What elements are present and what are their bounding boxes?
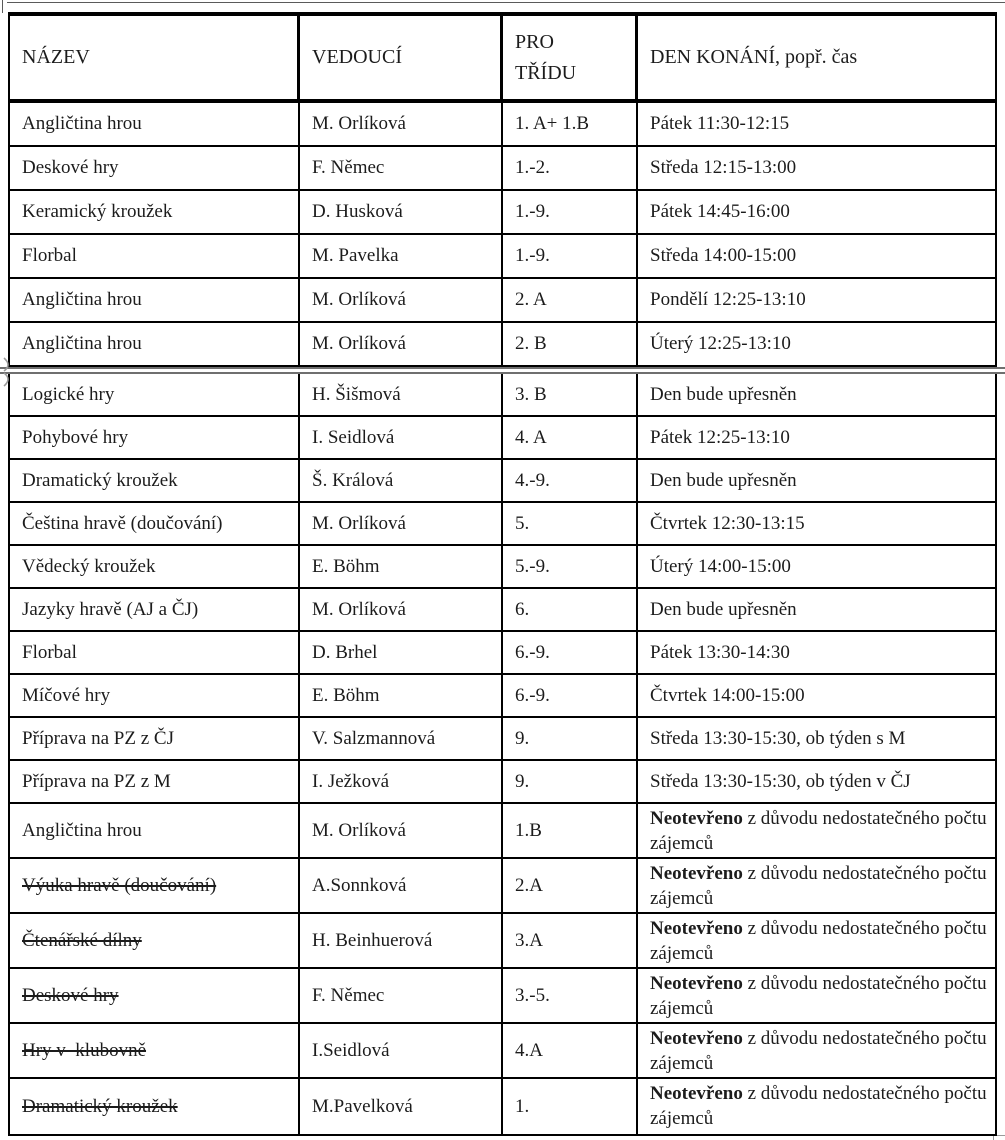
- class-value: 4.-9.: [515, 469, 550, 491]
- leader-cell: [300, 503, 503, 544]
- table-row: [10, 718, 995, 761]
- class-cell: [503, 503, 638, 544]
- club-name: Čtenářské dílny: [22, 929, 142, 951]
- class-value: 3.A: [515, 929, 543, 951]
- day-value: Den bude upřesněn: [650, 383, 797, 405]
- leader-cell: [300, 147, 503, 189]
- closed-label: Neotevřeno: [650, 1028, 743, 1049]
- text-boundary-left-tick: [2, 0, 3, 13]
- leader-cell: [300, 103, 503, 145]
- table-row: [10, 969, 995, 1024]
- club-name-cell: [10, 632, 300, 673]
- club-name: Florbal: [22, 641, 77, 663]
- table-row: [10, 503, 995, 546]
- closed-reason: z důvodu nedostatečného počtu zájemců: [650, 863, 987, 909]
- day-value: Středa 13:30-15:30, ob týden s M: [650, 727, 906, 749]
- leader-name: M. Orlíková: [312, 289, 406, 310]
- class-cell: [503, 191, 638, 233]
- club-name-cell: [10, 191, 300, 233]
- day-value: Středa 14:00-15:00: [650, 245, 797, 266]
- class-value: 9.: [515, 770, 530, 792]
- header-label-pro-tridu: PRO TŘÍDU: [515, 30, 577, 84]
- table-row: [10, 632, 995, 675]
- table-body: [10, 103, 995, 1134]
- leader-cell: [300, 323, 503, 365]
- day-value: Středa 13:30-15:30, ob týden v ČJ: [650, 770, 911, 792]
- class-cell: [503, 417, 638, 458]
- header-cell-nazev: [10, 16, 300, 99]
- club-name-cell: [10, 503, 300, 544]
- day-cell: [638, 323, 995, 365]
- leader-cell: [300, 460, 503, 501]
- leader-name: H. Beinhuerová: [312, 929, 433, 951]
- day-value: Středa 12:15-13:00: [650, 157, 797, 178]
- day-cell: [638, 804, 995, 857]
- leader-cell: [300, 761, 503, 802]
- class-value: 2. A: [515, 289, 547, 310]
- closed-label: Neotevřeno: [650, 918, 743, 939]
- closed-reason: z důvodu nedostatečného počtu zájemců: [650, 918, 987, 964]
- leader-cell: [300, 914, 503, 967]
- club-name-cell: [10, 589, 300, 630]
- club-name: Florbal: [22, 245, 77, 266]
- leader-name: H. Šišmová: [312, 383, 401, 405]
- day-cell: [638, 1024, 995, 1077]
- leader-name: F. Němec: [312, 157, 385, 178]
- club-name: Angličtina hrou: [22, 289, 142, 310]
- closed-label: Neotevřeno: [650, 863, 743, 884]
- leader-name: M. Orlíková: [312, 598, 406, 620]
- leader-name: M. Orlíková: [312, 333, 406, 354]
- class-value: 6.-9.: [515, 641, 550, 663]
- club-name: Keramický kroužek: [22, 201, 173, 222]
- class-cell: [503, 1024, 638, 1077]
- leader-cell: [300, 235, 503, 277]
- club-name: Příprava na PZ z ČJ: [22, 727, 174, 749]
- day-value: Čtvrtek 14:00-15:00: [650, 684, 805, 706]
- leader-cell: [300, 417, 503, 458]
- leader-name: M. Orlíková: [312, 512, 406, 534]
- club-name: Vědecký kroužek: [22, 555, 156, 577]
- closed-note: [650, 1026, 989, 1076]
- leader-cell: [300, 1024, 503, 1077]
- leader-cell: [300, 374, 503, 415]
- leader-name: F. Němec: [312, 984, 385, 1006]
- leader-cell: [300, 718, 503, 759]
- class-cell: [503, 546, 638, 587]
- closed-label: Neotevřeno: [650, 808, 743, 829]
- day-cell: [638, 103, 995, 145]
- class-cell: [503, 147, 638, 189]
- class-cell: [503, 460, 638, 501]
- day-cell: [638, 147, 995, 189]
- day-value: Pátek 13:30-14:30: [650, 641, 790, 663]
- leader-name: I. Seidlová: [312, 426, 395, 448]
- day-cell: [638, 914, 995, 967]
- class-cell: [503, 675, 638, 716]
- closed-note: [650, 806, 989, 856]
- class-cell: [503, 632, 638, 673]
- class-cell: [503, 103, 638, 145]
- class-value: 4.A: [515, 1039, 543, 1061]
- class-value: 1.B: [515, 819, 542, 841]
- leader-name: M.Pavelková: [312, 1095, 413, 1117]
- club-name-cell: [10, 235, 300, 277]
- day-cell: [638, 589, 995, 630]
- day-cell: [638, 235, 995, 277]
- table-row: [10, 460, 995, 503]
- class-value: 1.-9.: [515, 245, 550, 266]
- club-name: Logické hry: [22, 383, 115, 405]
- table-row: [10, 589, 995, 632]
- club-name-cell: [10, 718, 300, 759]
- table-row: [10, 279, 995, 323]
- day-value: Den bude upřesněn: [650, 469, 797, 491]
- class-value: 2.A: [515, 874, 543, 896]
- leader-cell: [300, 632, 503, 673]
- closed-label: Neotevřeno: [650, 1083, 743, 1104]
- table-row: [10, 546, 995, 589]
- table-row: [10, 374, 995, 417]
- day-cell: [638, 675, 995, 716]
- day-value: Úterý 14:00-15:00: [650, 555, 791, 577]
- closed-label: Neotevřeno: [650, 973, 743, 994]
- class-cell: [503, 859, 638, 912]
- table-row: [10, 1079, 995, 1134]
- header-cell-den-konani: [638, 16, 995, 99]
- closed-reason: z důvodu nedostatečného počtu zájemců: [650, 1028, 987, 1074]
- class-value: 2. B: [515, 333, 547, 354]
- day-value: Pátek 12:25-13:10: [650, 426, 790, 448]
- club-name-cell: [10, 279, 300, 321]
- club-name-cell: [10, 546, 300, 587]
- leader-name: D. Husková: [312, 201, 403, 222]
- closed-reason: z důvodu nedostatečného počtu zájemců: [650, 808, 987, 854]
- club-name-cell: [10, 147, 300, 189]
- day-cell: [638, 191, 995, 233]
- table-row: [10, 103, 995, 147]
- club-name: Angličtina hrou: [22, 333, 142, 354]
- day-value: Pondělí 12:25-13:10: [650, 289, 806, 310]
- table-row: [10, 1024, 995, 1079]
- day-cell: [638, 460, 995, 501]
- leader-name: D. Brhel: [312, 641, 378, 663]
- club-name-cell: [10, 761, 300, 802]
- class-value: 1.-9.: [515, 201, 550, 222]
- day-cell: [638, 859, 995, 912]
- club-name: Hry v klubovně: [22, 1039, 147, 1061]
- club-name: Angličtina hrou: [22, 113, 142, 134]
- closed-note: [650, 916, 989, 966]
- class-cell: [503, 718, 638, 759]
- day-cell: [638, 969, 995, 1022]
- club-name-cell: [10, 460, 300, 501]
- class-cell: [503, 374, 638, 415]
- club-name: Dramatický kroužek: [22, 469, 178, 491]
- class-cell: [503, 969, 638, 1022]
- leader-cell: [300, 675, 503, 716]
- day-value: Pátek 14:45-16:00: [650, 201, 790, 222]
- club-name-cell: [10, 374, 300, 415]
- header-label-vedouci: VEDOUCÍ: [312, 46, 402, 68]
- club-name-cell: [10, 323, 300, 365]
- club-name-cell: [10, 417, 300, 458]
- page-split-marker-icon: [1, 357, 13, 387]
- table-row: [10, 147, 995, 191]
- club-name-cell: [10, 804, 300, 857]
- leader-cell: [300, 191, 503, 233]
- leader-name: M. Orlíková: [312, 819, 406, 841]
- leader-name: I. Ježková: [312, 770, 390, 792]
- club-name-cell: [10, 859, 300, 912]
- class-value: 3.-5.: [515, 984, 550, 1006]
- header-label-nazev: NÁZEV: [22, 46, 90, 68]
- class-cell: [503, 914, 638, 967]
- class-cell: [503, 279, 638, 321]
- leader-name: M. Orlíková: [312, 113, 406, 134]
- day-cell: [638, 761, 995, 802]
- table-row: [10, 235, 995, 279]
- closed-reason: z důvodu nedostatečného počtu zájemců: [650, 973, 987, 1019]
- leader-name: E. Böhm: [312, 555, 380, 577]
- club-name: Deskové hry: [22, 984, 119, 1006]
- class-value: 1.: [515, 1095, 530, 1117]
- class-cell: [503, 323, 638, 365]
- club-name-cell: [10, 969, 300, 1022]
- header-label-den-konani: DEN KONÁNÍ, popř. čas: [650, 46, 858, 68]
- class-value: 4. A: [515, 426, 547, 448]
- day-value: Pátek 11:30-12:15: [650, 113, 790, 134]
- class-value: 6.-9.: [515, 684, 550, 706]
- class-value: 3. B: [515, 383, 547, 405]
- leader-cell: [300, 1079, 503, 1134]
- clubs-table: [8, 12, 997, 1136]
- club-name: Míčové hry: [22, 684, 111, 706]
- leader-name: Š. Králová: [312, 469, 394, 491]
- day-cell: [638, 503, 995, 544]
- header-cell-pro-tridu: [503, 16, 638, 99]
- leader-name: A.Sonnková: [312, 874, 407, 896]
- leader-cell: [300, 969, 503, 1022]
- day-cell: [638, 374, 995, 415]
- text-boundary-top-line: [7, 2, 1005, 3]
- class-value: 5.-9.: [515, 555, 550, 577]
- class-cell: [503, 235, 638, 277]
- class-cell: [503, 761, 638, 802]
- club-name-cell: [10, 103, 300, 145]
- closed-note: [650, 861, 989, 911]
- day-cell: [638, 546, 995, 587]
- day-value: Den bude upřesněn: [650, 598, 797, 620]
- leader-cell: [300, 546, 503, 587]
- table-header-row: [10, 12, 995, 103]
- table-row: [10, 914, 995, 969]
- club-name: Jazyky hravě (AJ a ČJ): [22, 598, 199, 620]
- day-cell: [638, 417, 995, 458]
- class-cell: [503, 804, 638, 857]
- club-name: Angličtina hrou: [22, 819, 142, 841]
- closed-note: [650, 971, 989, 1021]
- day-value: Úterý 12:25-13:10: [650, 333, 791, 354]
- club-name-cell: [10, 1024, 300, 1077]
- class-value: 6.: [515, 598, 530, 620]
- club-name-cell: [10, 1079, 300, 1134]
- class-value: 1. A+ 1.B: [515, 113, 590, 134]
- leader-name: I.Seidlová: [312, 1039, 390, 1061]
- club-name: Příprava na PZ z M: [22, 770, 171, 792]
- day-value: Čtvrtek 12:30-13:15: [650, 512, 805, 534]
- leader-name: M. Pavelka: [312, 245, 399, 266]
- leader-cell: [300, 279, 503, 321]
- class-value: 1.-2.: [515, 157, 550, 178]
- club-name: Pohybové hry: [22, 426, 129, 448]
- table-row: [10, 191, 995, 235]
- club-name-cell: [10, 914, 300, 967]
- table-row: [10, 323, 995, 367]
- club-name: Čeština hravě (doučování): [22, 512, 223, 534]
- club-name: Dramatický kroužek: [22, 1095, 178, 1117]
- closed-reason: z důvodu nedostatečného počtu zájemců: [650, 1083, 987, 1129]
- class-value: 5.: [515, 512, 530, 534]
- day-cell: [638, 718, 995, 759]
- club-name-cell: [10, 675, 300, 716]
- club-name: Výuka hravě (doučování): [22, 874, 217, 896]
- leader-cell: [300, 859, 503, 912]
- class-value: 9.: [515, 727, 530, 749]
- class-cell: [503, 1079, 638, 1134]
- club-name: Deskové hry: [22, 157, 119, 178]
- class-cell: [503, 589, 638, 630]
- table-row: [10, 417, 995, 460]
- leader-name: V. Salzmannová: [312, 727, 436, 749]
- day-cell: [638, 1079, 995, 1134]
- day-cell: [638, 279, 995, 321]
- leader-cell: [300, 589, 503, 630]
- header-cell-vedouci: [300, 16, 503, 99]
- leader-cell: [300, 804, 503, 857]
- table-row: [10, 859, 995, 914]
- table-row: [10, 675, 995, 718]
- table-row: [10, 761, 995, 804]
- closed-note: [650, 1081, 989, 1131]
- table-row: [10, 804, 995, 859]
- page-break-divider: [0, 367, 1005, 374]
- leader-name: E. Böhm: [312, 684, 380, 706]
- day-cell: [638, 632, 995, 673]
